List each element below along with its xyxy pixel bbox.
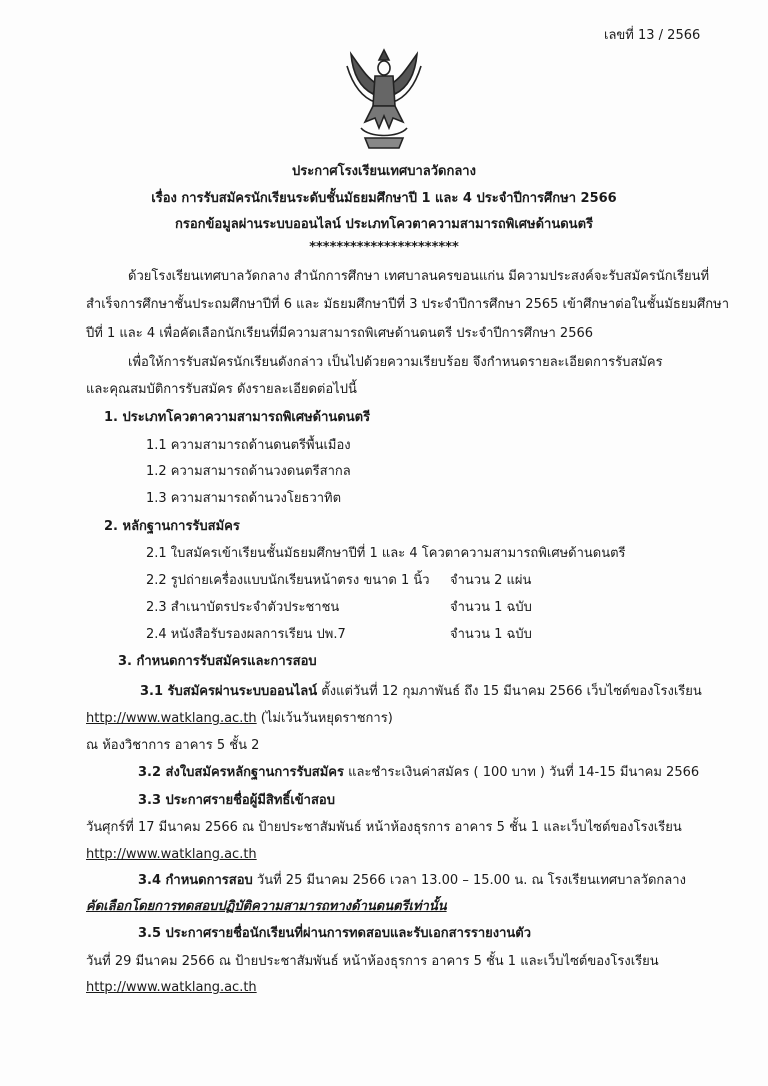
section-1-item: 1.3 ความสามารถด้านวงโยธวาทิต xyxy=(146,491,342,506)
star-divider: ********************** xyxy=(309,240,459,255)
section-3-3-link-line xyxy=(86,846,257,864)
section-1-item: 1.2 ความสามารถด้านวงดนตรีสากล xyxy=(146,464,351,479)
intro-line: สำเร็จการศึกษาชั้นประถมศึกษาปีที่ 6 และ มัธยมศึกษาปีที่ 3 ประจำปีการศึกษา 2565 เข้าศึกษาต่อในชั้นมัธยมศึกษา xyxy=(86,297,730,312)
section-3-1-note: (ไม่เว้นวันหยุดราชการ) xyxy=(256,711,393,726)
school-website-link[interactable]: http://www.watklang.ac.th xyxy=(86,980,257,995)
section-2-quantity: จำนวน 1 ฉบับ xyxy=(450,600,532,615)
school-website-link[interactable]: http://www.watklang.ac.th xyxy=(86,711,257,726)
intro-line: ปีที่ 1 และ 4 เพื่อคัดเลือกนักเรียนที่มีความสามารถพิเศษด้านดนตรี ประจำปีการศึกษา 2566 xyxy=(86,326,594,341)
section-2-quantity: จำนวน 1 ฉบับ xyxy=(450,627,532,642)
intro-line: ด้วยโรงเรียนเทศบาลวัดกลาง สำนักการศึกษา เทศบาลนครขอนแก่น มีความประสงค์จะรับสมัครนักเรียนที่ xyxy=(128,269,710,284)
announcement-subject: เรื่อง การรับสมัครนักเรียนระดับชั้นมัธยมศึกษาปี 1 และ 4 ประจำปีการศึกษา 2566 xyxy=(151,191,617,206)
section-2-item: 2.3 สำเนาบัตรประจำตัวประชาชน xyxy=(146,600,340,615)
section-3-5-label: 3.5 ประกาศรายชื่อนักเรียนที่ผ่านการทดสอบและรับเอกสารรายงานตัว xyxy=(138,926,532,941)
section-2-item: 2.4 หนังสือรับรองผลการเรียน ปพ.7 xyxy=(146,627,346,642)
announcement-title: ประกาศโรงเรียนเทศบาลวัดกลาง xyxy=(292,164,476,179)
section-3-5-link-line xyxy=(86,979,257,997)
section-3-2-label: 3.2 ส่งใบสมัครหลักฐานการรับสมัคร xyxy=(138,765,344,780)
section-3-1-label: 3.1 รับสมัครผ่านระบบออนไลน์ xyxy=(140,684,318,699)
section-3-5-text: วันที่ 29 มีนาคม 2566 ณ ป้ายประชาสัมพันธ์ หน้าห้องธุรการ อาคาร 5 ชั้น 1 และเว็บไซต์ของโรงเรียน xyxy=(86,954,659,969)
section-3-4-line xyxy=(138,872,686,890)
section-3-2-text: และชำระเงินค่าสมัคร ( 100 บาท ) วันที่ 14-15 มีนาคม 2566 xyxy=(343,765,700,780)
section-2-item: 2.2 รูปถ่ายเครื่องแบบนักเรียนหน้าตรง ขนาด 1 นิ้ว xyxy=(146,573,430,588)
section-3-1-link-line xyxy=(86,710,393,728)
section-3-1-text: ตั้งแต่วันที่ 12 กุมภาพันธ์ ถึง 15 มีนาคม 2566 เว็บไซต์ของโรงเรียน xyxy=(317,684,702,699)
section-3-3-text: วันศุกร์ที่ 17 มีนาคม 2566 ณ ป้ายประชาสัมพันธ์ หน้าห้องธุรการ อาคาร 5 ชั้น 1 และเว็บไซต์ของโรงเรียน xyxy=(86,820,682,835)
section-3-2-line xyxy=(138,764,699,782)
section-1-item: 1.1 ความสามารถด้านดนตรีพื้นเมือง xyxy=(146,438,351,453)
intro-line: เพื่อให้การรับสมัครนักเรียนดังกล่าว เป็นไปด้วยความเรียบร้อย จึงกำหนดรายละเอียดการรับสมัคร xyxy=(128,355,663,370)
school-website-link[interactable]: http://www.watklang.ac.th xyxy=(86,847,257,862)
announcement-subtitle: กรอกข้อมูลผ่านระบบออนไลน์ ประเภทโควตาความสามารถพิเศษด้านดนตรี xyxy=(174,217,593,232)
section-2-heading: 2. หลักฐานการรับสมัคร xyxy=(104,519,240,534)
section-2-quantity: จำนวน 2 แผ่น xyxy=(450,573,532,588)
section-3-4-note: คัดเลือกโดยการทดสอบปฏิบัติความสามารถทางด้านดนตรีเท่านั้น xyxy=(86,899,447,914)
garuda-emblem-icon xyxy=(343,44,425,156)
section-3-3-label: 3.3 ประกาศรายชื่อผู้มีสิทธิ์เข้าสอบ xyxy=(138,793,335,808)
section-2-item: 2.1 ใบสมัครเข้าเรียนชั้นมัธยมศึกษาปีที่ 1 และ 4 โควตาความสามารถพิเศษด้านดนตรี xyxy=(146,546,626,561)
document-number: เลขที่ 13 / 2566 xyxy=(604,28,701,43)
section-3-1-line xyxy=(140,683,702,701)
section-3-1-place: ณ ห้องวิชาการ อาคาร 5 ชั้น 2 xyxy=(86,738,260,753)
section-3-4-label: 3.4 กำหนดการสอบ xyxy=(138,873,253,888)
section-3-heading: 3. กำหนดการรับสมัครและการสอบ xyxy=(118,654,317,669)
section-1-heading: 1. ประเภทโควตาความสามารถพิเศษด้านดนตรี xyxy=(104,410,371,425)
intro-line: และคุณสมบัติการรับสมัคร ดังรายละเอียดต่อไปนี้ xyxy=(86,382,357,397)
section-3-4-text: วันที่ 25 มีนาคม 2566 เวลา 13.00 – 15.00 น. ณ โรงเรียนเทศบาลวัดกลาง xyxy=(252,873,686,888)
